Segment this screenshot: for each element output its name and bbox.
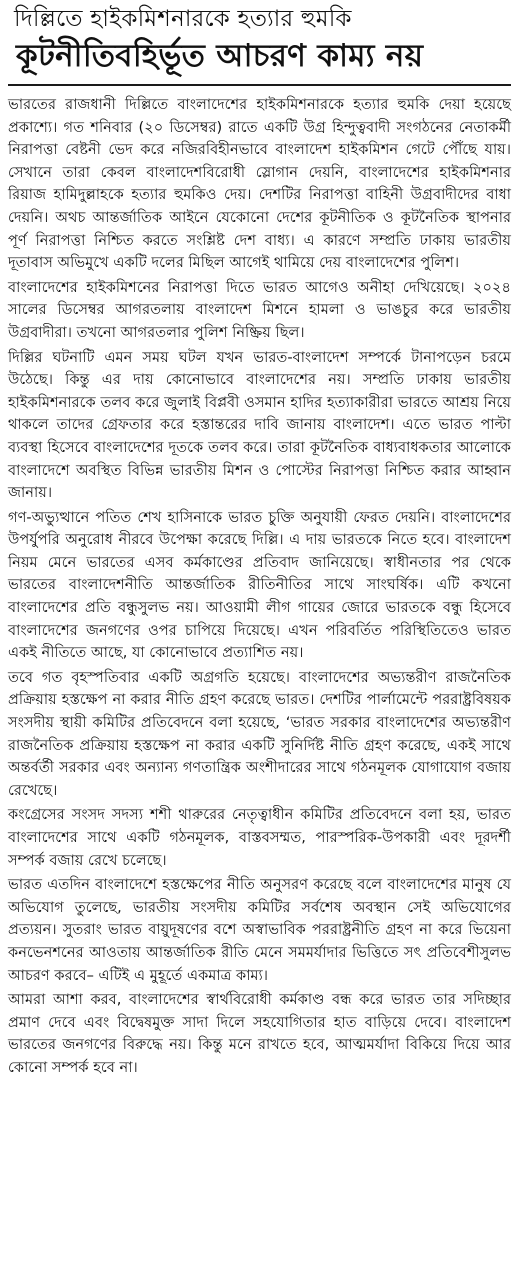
article-kicker: দিল্লিতে হাইকমিশনারকে হত্যার হুমকি — [14, 6, 352, 32]
article-paragraph: কংগ্রেসের সংসদ সদস্য শশী থারুরের নেতৃত্বাধীন কমিটির প্রতিবেদনে বলা হয়, ভারত বাংলাদেশের সাথে একটি গঠনমূলক, বাস্তবসম্মত, পারস্পরিক-উপকারী এবং দূরদর্শী সম্পর্ক বজায় রেখে চলেছে। — [8, 806, 511, 869]
article-paragraph: ভারত এতদিন বাংলাদেশে হস্তক্ষেপের নীতি অনুসরণ করেছে বলে বাংলাদেশের মানুষ যে অভিযোগ তুলেছে, ভারতীয় সংসদীয় কমিটির সর্বশেষ অবস্থান সেই অভিযোগের প্রত্যয়ন। সুতরাং ভারত বায়ুদূষণের বশে অস্বাভাবিক পররাষ্ট্রনীতি গ্রহণ না করে ভিয়েনা কনভেনশনের আওতায় আন্তর্জাতিক রীতি মেনে সমমর্যাদার ভিত্তিতে সৎ প্রতিবেশীসুলভ আচরণ করবে– এটিই এ মুহূর্তে একমাত্র কাম্য। — [8, 876, 511, 984]
article-paragraph: বাংলাদেশের হাইকমিশনের নিরাপত্তা দিতে ভারত আগেও অনীহা দেখিয়েছে। ২০২৪ সালের ডিসেম্বর আগরতলায় বাংলাদেশ মিশনে হামলা ও ভাঙচুর করে ভারতীয় উগ্রবাদীরা। তখনো আগরতলার পুলিশ নিষ্ক্রিয় ছিল। — [8, 278, 511, 341]
article-headline: কূটনীতিবহির্ভূত আচরণ কাম্য নয় — [16, 38, 424, 74]
article-paragraph: ভারতের রাজধানী দিল্লিতে বাংলাদেশের হাইকমিশনারকে হত্যার হুমকি দেয়া হয়েছে প্রকাশ্যে। গত শনিবার (২০ ডিসেম্বর) রাতে একটি উগ্র হিন্দুত্ববাদী সংগঠনের নেতাকর্মী নিরাপত্তা বেষ্টনী ভেদ করে নজিরবিহীনভাবে বাংলাদেশ হাইকমিশন গেটে পৌঁছে যায়। সেখানে তারা কেবল বাংলাদেশবিরোধী স্লোগান দেয়নি, বাংলাদেশের হাইকমিশনার রিয়াজ হামিদুল্লাহকে হত্যার হুমকিও দেয়। দেশটির নিরাপত্তা বাহিনী উগ্রবাদীদের বাধা দেয়নি। অথচ আন্তর্জাতিক আইনে যেকোনো দেশের কূটনীতিক ও কূটনৈতিক স্থাপনার পূর্ণ নিরাপত্তা নিশ্চিত করতে সংশ্লিষ্ট দেশ বাধ্য। এ কারণে সম্প্রতি ঢাকায় ভারতীয় দূতাবাস অভিমুখে একটি দলের মিছিল আগেই থামিয়ে দেয় বাংলাদেশের পুলিশ। — [8, 96, 511, 272]
article-paragraph: তবে গত বৃহস্পতিবার একটি অগ্রগতি হয়েছে। বাংলাদেশের অভ্যন্তরীণ রাজনৈতিক প্রক্রিয়ায় হস্তক্ষেপ না করার নীতি গ্রহণ করেছে ভারত। দেশটির পার্লামেন্টে পররাষ্ট্রবিষয়ক সংসদীয় স্থায়ী কমিটির প্রতিবেদনে বলা হয়েছে, ‘ভারত সরকার বাংলাদেশের অভ্যন্তরীণ রাজনৈতিক প্রক্রিয়ায় হস্তক্ষেপ না করার একটি সুনির্দিষ্ট নীতি গ্রহণ করেছে, একই সাথে অন্তর্বর্তী সরকার এবং অন্যান্য গণতান্ত্রিক অংশীদারের সাথে গঠনমূলক যোগাযোগ বজায় রেখেছে। — [8, 668, 511, 799]
article-body — [8, 94, 511, 1080]
headline-divider — [8, 84, 511, 86]
article-paragraph: আমরা আশা করব, বাংলাদেশের স্বার্থবিরোধী কর্মকাণ্ড বন্ধ করে ভারত তার সদিচ্ছার প্রমাণ দেবে এবং বিদ্বেষমুক্ত সাদা দিলে সহযোগিতার হাত বাড়িয়ে দেবে। বাংলাদেশ ভারতের জনগণের বিরুদ্ধে নয়। কিন্তু মনে রাখতে হবে, আত্মমর্যাদা বিকিয়ে দিয়ে আর কোনো সম্পর্ক হবে না। — [8, 991, 511, 1076]
article-paragraph: গণ-অভ্যুত্থানে পতিত শেখ হাসিনাকে ভারত চুক্তি অনুযায়ী ফেরত দেয়নি। বাংলাদেশের উপর্যুপরি অনুরোধ নীরবে উপেক্ষা করেছে দিল্লি। এ দায় ভারতকে নিতে হবে। বাংলাদেশ নিয়ম মেনে ভারতের এসব কর্মকাণ্ডের প্রতিবাদ জানিয়েছে। স্বাধীনতার পর থেকে ভারতের বাংলাদেশনীতি আন্তর্জাতিক রীতিনীতির সাথে সাংঘর্ষিক। এটি কখনো বাংলাদেশের প্রতি বন্ধুসুলভ নয়। আওয়ামী লীগ গায়ের জোরে ভারতকে বন্ধু হিসেবে বাংলাদেশের জনগণের ওপর চাপিয়ে দিয়েছে। এখন পরিবর্তিত পরিস্থিতিতেও ভারত একই নীতিতে আছে, যা কোনোভাবে প্রত্যাশিত নয়। — [8, 508, 511, 662]
article-paragraph: দিল্লির ঘটনাটি এমন সময় ঘটল যখন ভারত-বাংলাদেশ সম্পর্কে টানাপড়েন চরমে উঠেছে। কিন্তু এর দায় কোনোভাবে বাংলাদেশের নয়। সম্প্রতি ঢাকায় ভারতীয় হাইকমিশনারকে তলব করে জুলাই বিপ্লবী ওসমান হাদির হত্যাকারীরা ভারতে আশ্রয় নিয়ে থাকলে তাদের গ্রেফতার করে হস্তান্তরের দাবি জানায় বাংলাদেশ। এতে ভারত পাল্টা ব্যবস্থা হিসেবে বাংলাদেশের দূতকে তলব করে। তারা কূটনৈতিক বাধ্যবাধকতার আলোকে বাংলাদেশে অবস্থিত বিভিন্ন ভারতীয় মিশন ও পোস্টের নিরাপত্তা নিশ্চিত করার আহ্বান জানায়। — [8, 348, 511, 502]
